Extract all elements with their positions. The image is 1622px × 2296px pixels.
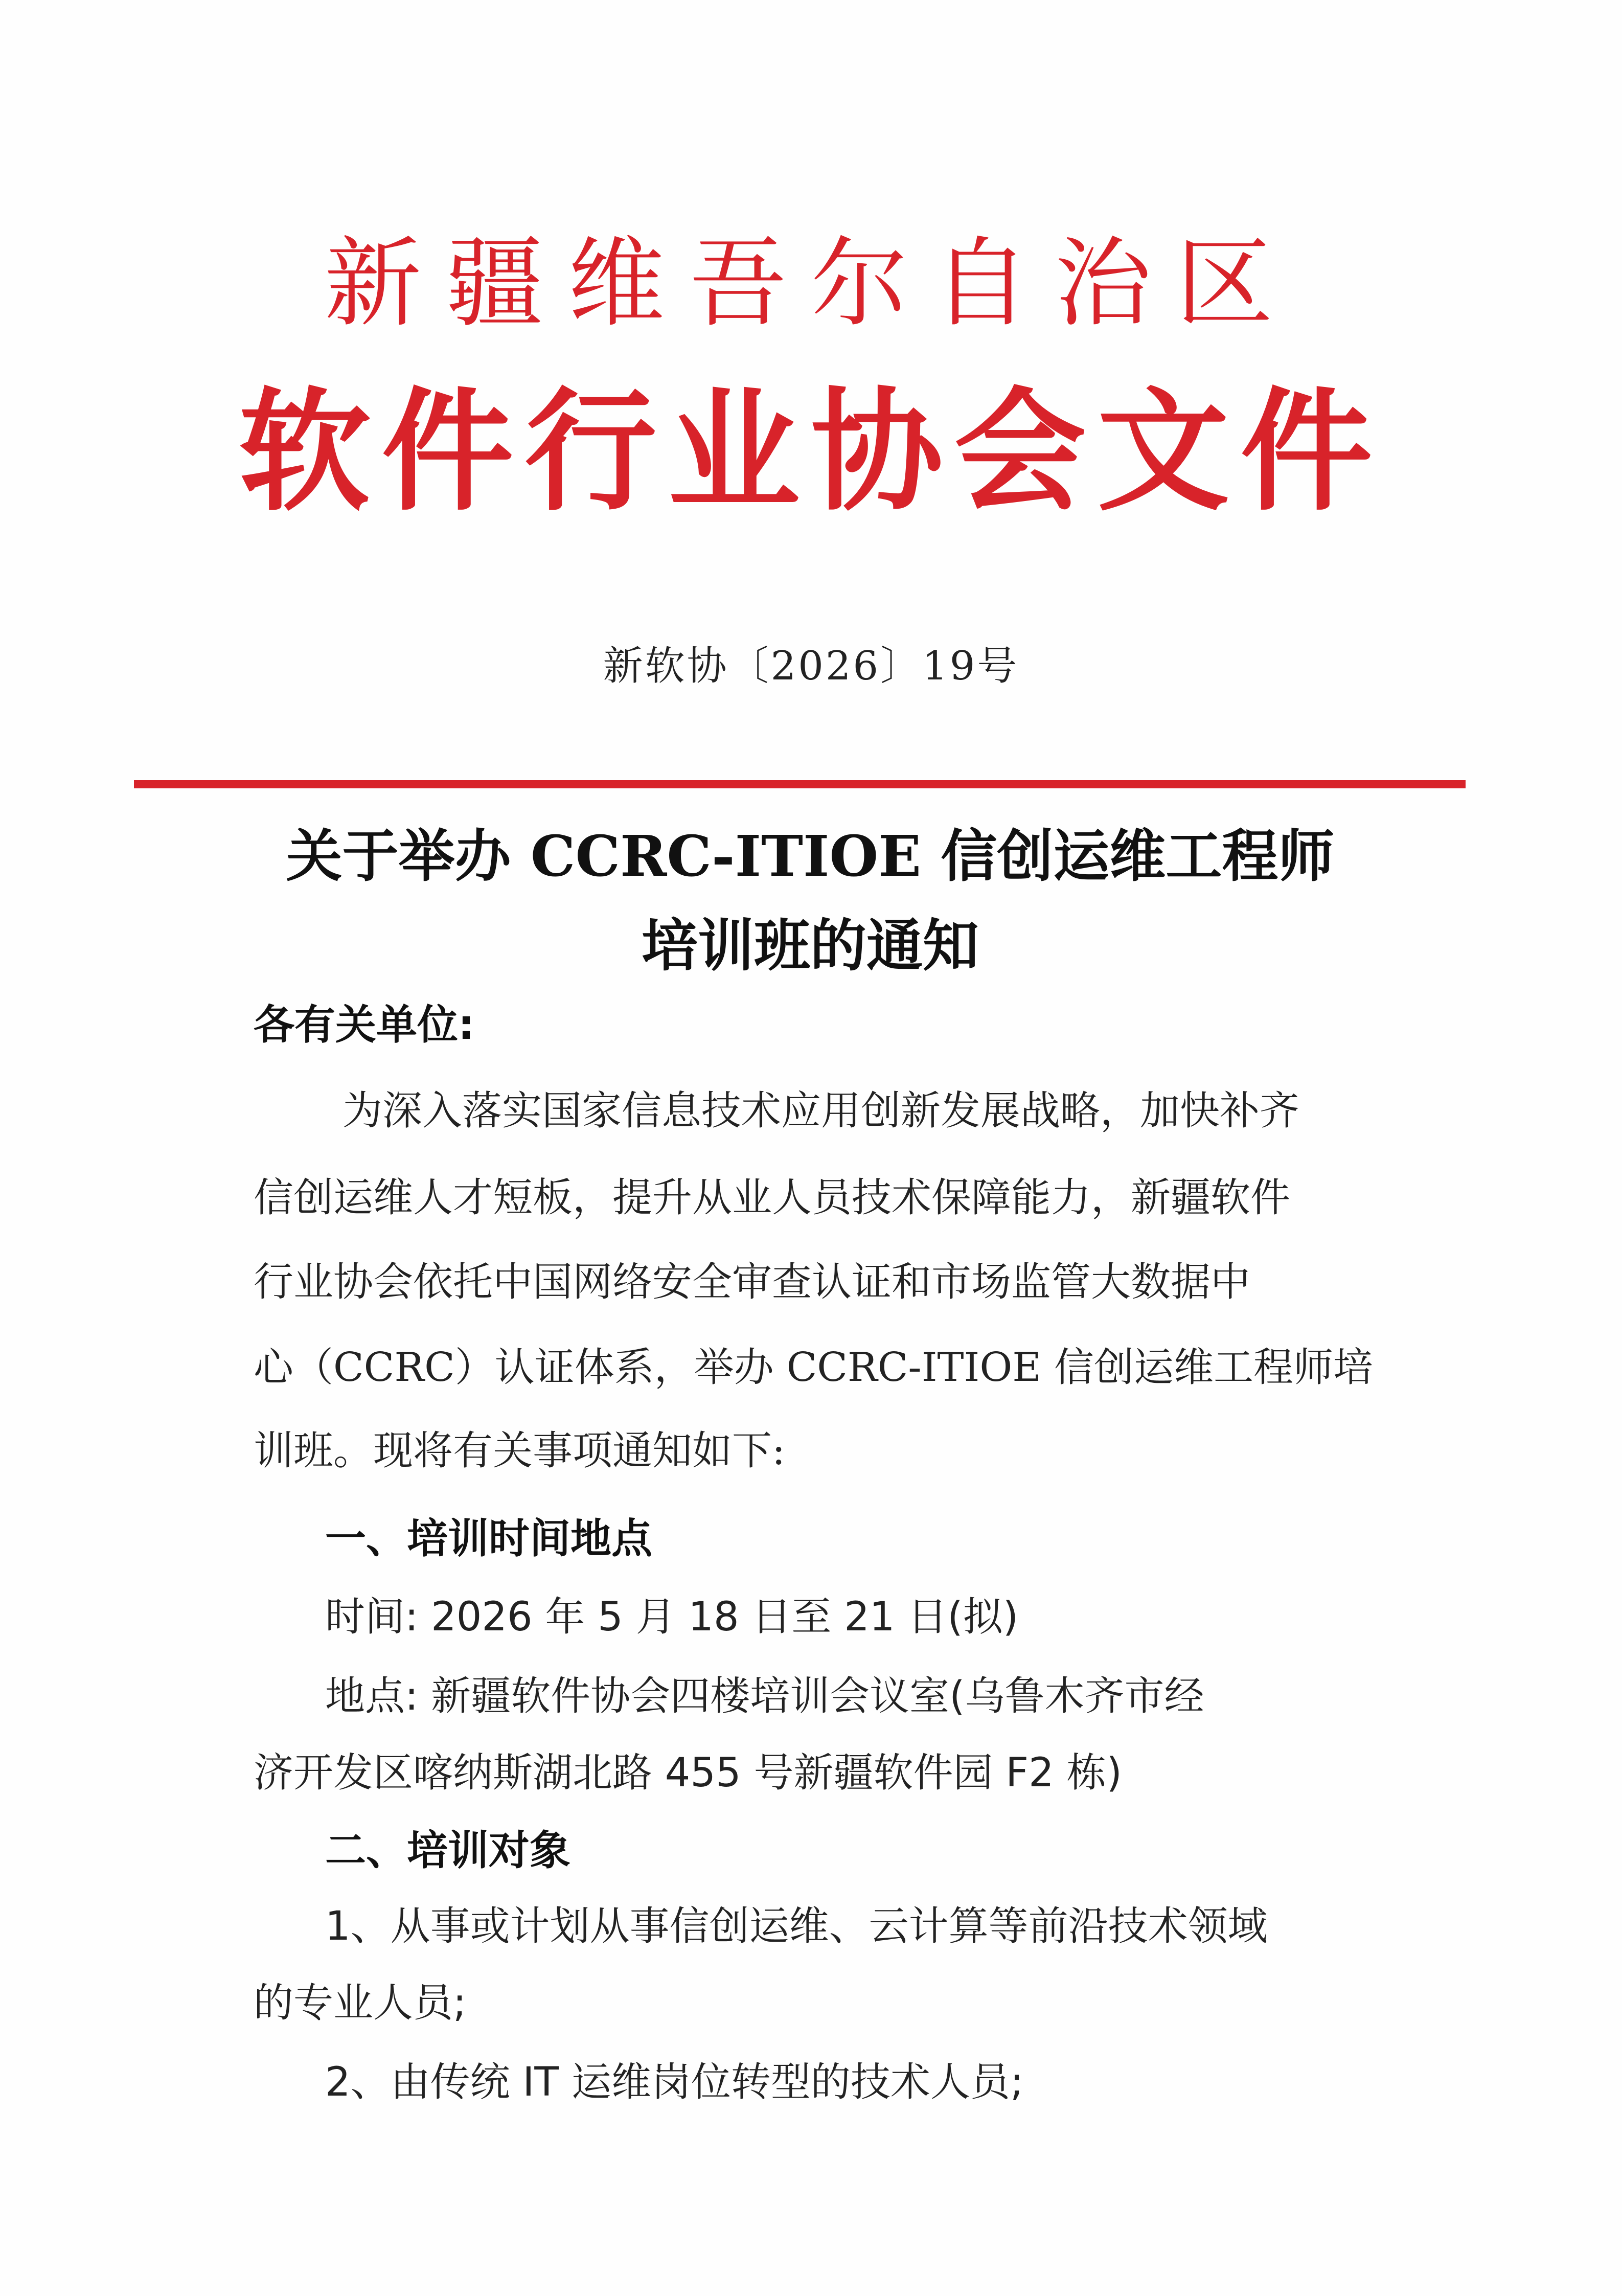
section-heading-audience: 二、培训对象 bbox=[325, 1827, 570, 1874]
audience-item-1-line1: 1、从事或计划从事信创运维、云计算等前沿技术领域 bbox=[325, 1903, 1268, 1949]
intro-line-1: 为深入落实国家信息技术应用创新发展战略，加快补齐 bbox=[342, 1088, 1300, 1134]
issuer-name-line1: 新疆维吾尔自治区 bbox=[324, 227, 1298, 340]
training-location-line1: 地点: 新疆软件协会四楼培训会议室(乌鲁木齐市经 bbox=[325, 1673, 1204, 1719]
training-time: 时间: 2026 年 5 月 18 日至 21 日(拟) bbox=[325, 1594, 1019, 1640]
document-number: 新软协〔2026〕19号 bbox=[603, 643, 1019, 689]
red-separator-line bbox=[134, 780, 1466, 788]
training-location-line2: 济开发区喀纳斯湖北路 455 号新疆软件园 F2 栋) bbox=[254, 1750, 1122, 1796]
intro-line-5: 训班。现将有关事项通知如下: bbox=[254, 1428, 786, 1474]
audience-item-1-line2: 的专业人员; bbox=[254, 1980, 467, 2026]
section-heading-time-location: 一、培训时间地点 bbox=[325, 1515, 652, 1562]
intro-line-3: 行业协会依托中国网络安全审查认证和市场监管大数据中 bbox=[254, 1259, 1251, 1305]
intro-line-2: 信创运维人才短板，提升从业人员技术保障能力，新疆软件 bbox=[254, 1175, 1291, 1221]
intro-line-4: 心（CCRC）认证体系，举办 CCRC-ITIOE 信创运维工程师培 bbox=[254, 1345, 1374, 1391]
audience-item-2: 2、由传统 IT 运维岗位转型的技术人员; bbox=[325, 2059, 1024, 2105]
notice-title-line1: 关于举办 CCRC-ITIOE 信创运维工程师 bbox=[286, 823, 1335, 889]
addressee: 各有关单位: bbox=[254, 1001, 474, 1049]
issuer-name-line2: 软件行业协会文件 bbox=[238, 375, 1384, 529]
notice-title-line2: 培训班的通知 bbox=[642, 913, 979, 979]
